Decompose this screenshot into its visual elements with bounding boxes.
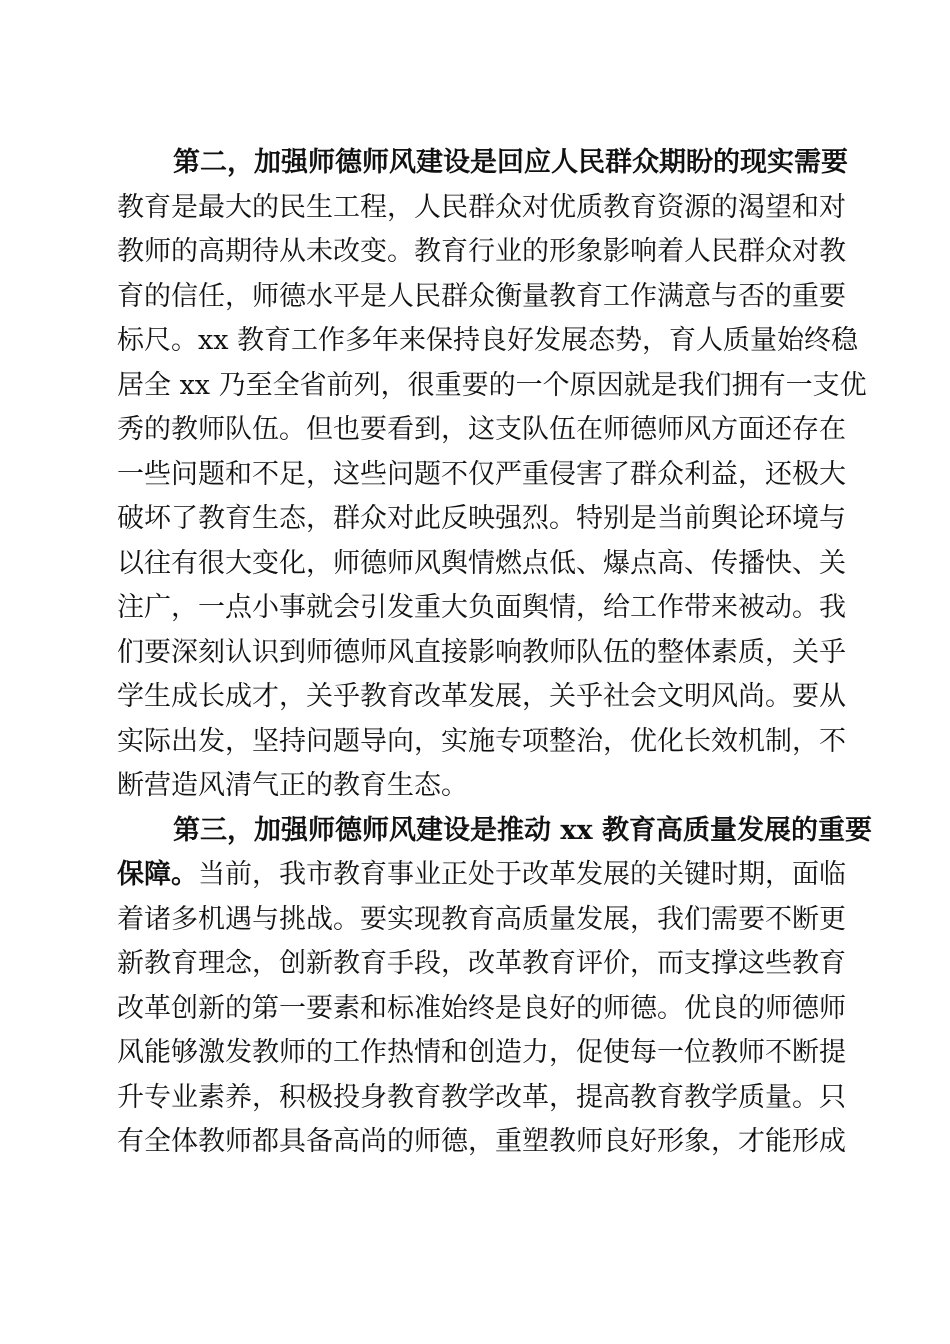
paragraph-2-line: 学生成长成才，关乎教育改革发展，关乎社会文明风尚。要从	[117, 681, 846, 712]
paragraph-3-heading-end: 保障。	[117, 859, 198, 890]
paragraph-2-line: 育的信任，师德水平是人民群众衡量教育工作满意与否的重要	[117, 280, 846, 312]
paragraph-2-line: 标尺。xx 教育工作多年来保持良好发展态势，育人质量始终稳	[117, 325, 859, 356]
paragraph-2-line: 们要深刻认识到师德师风直接影响教师队伍的整体素质，关乎	[117, 636, 846, 668]
paragraph-3-line-rest: 当前，我市教育事业正处于改革发展的关键时期，面临	[198, 859, 846, 890]
paragraph-2-line: 教师的高期待从未改变。教育行业的形象影响着人民群众对教	[117, 236, 846, 267]
paragraph-2-line: 实际出发，坚持问题导向，实施专项整治，优化长效机制，不	[117, 725, 846, 757]
paragraph-3-line: 着诸多机遇与挑战。要实现教育高质量发展，我们需要不断更	[117, 903, 846, 935]
paragraph-2-line: 注广，一点小事就会引发重大负面舆情，给工作带来被动。我	[117, 592, 846, 623]
paragraph-3-heading: 第三，加强师德师风建设是推动 xx 教育高质量发展的重要	[173, 814, 872, 846]
paragraph-3-line: 改革创新的第一要素和标准始终是良好的师德。优良的师德师	[117, 992, 846, 1024]
paragraph-3-line: 升专业素养，积极投身教育教学改革，提高教育教学质量。只	[117, 1081, 846, 1113]
paragraph-2-line: 一些问题和不足，这些问题不仅严重侵害了群众利益，还极大	[117, 458, 846, 490]
paragraph-2-heading: 第二，加强师德师风建设是回应人民群众期盼的现实需要	[173, 147, 848, 178]
paragraph-3-line: 有全体教师都具备高尚的师德，重塑教师良好形象，才能形成	[117, 1126, 846, 1157]
paragraph-2-line: 教育是最大的民生工程，人民群众对优质教育资源的渴望和对	[117, 191, 846, 223]
paragraph-3-line	[117, 853, 846, 898]
document-body	[117, 141, 872, 1165]
paragraph-2-line: 以往有很大变化，师德师风舆情燃点低、爆点高、传播快、关	[117, 547, 846, 579]
paragraph-3-line: 风能够激发教师的工作热情和创造力，促使每一位教师不断提	[117, 1037, 846, 1068]
paragraph-2-line: 居全 xx 乃至全省前列，很重要的一个原因就是我们拥有一支优	[117, 369, 867, 401]
paragraph-2-line: 破坏了教育生态，群众对此反映强烈。特别是当前舆论环境与	[117, 503, 846, 534]
paragraph-3-line: 新教育理念，创新教育手段，改革教育评价，而支撑这些教育	[117, 948, 846, 979]
paragraph-2-line: 断营造风清气正的教育生态。	[117, 770, 468, 801]
paragraph-2-line: 秀的教师队伍。但也要看到，这支队伍在师德师风方面还存在	[117, 414, 846, 445]
